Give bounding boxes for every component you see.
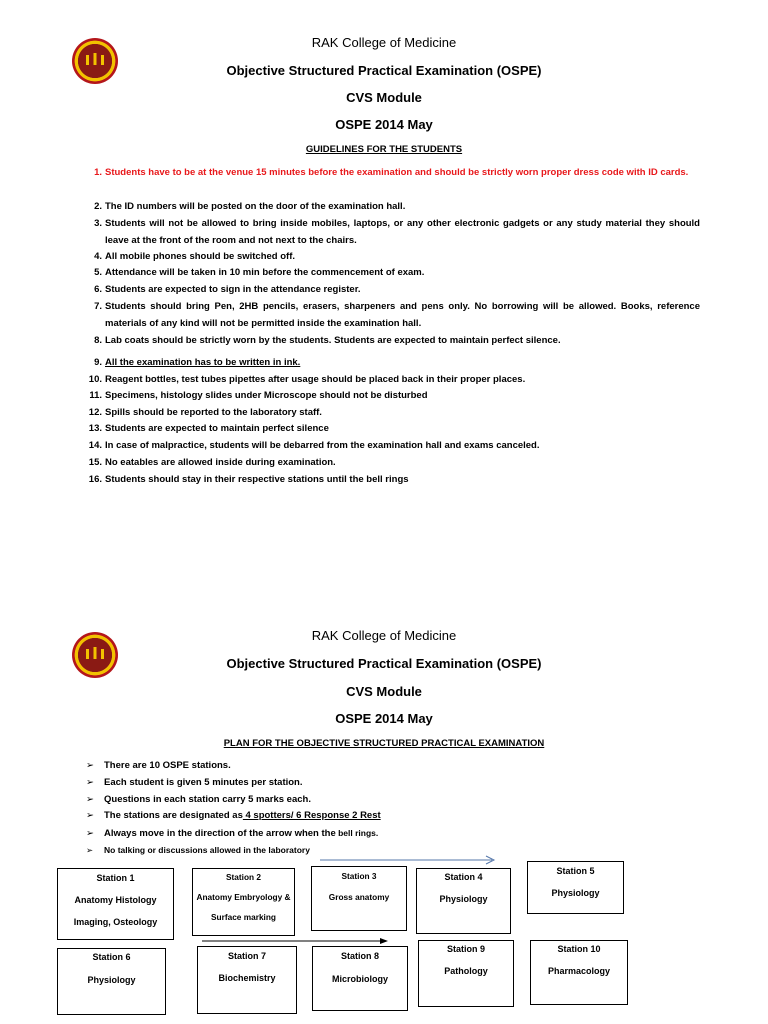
station-box-6: Station 6 Physiology [57,948,166,1015]
station-box-3: Station 3 Gross anatomy [311,866,407,931]
exam-title: Objective Structured Practical Examination (OSPE) [226,63,542,78]
college-name: RAK College of Medicine [311,35,457,50]
guidelines-heading: GUIDELINES FOR THE STUDENTS [305,144,463,155]
arrow-bullet-icon: ➢ [86,828,94,839]
plan-bullet: ➢ Questions in each station carry 5 marks each. [86,792,311,808]
arrow-bullet-icon: ➢ [86,810,94,821]
exam-title: Objective Structured Practical Examination (OSPE) [226,656,542,671]
exam-session: OSPE 2014 May [335,117,433,132]
direction-arrow-top [320,853,500,867]
station-box-8: Station 8 Microbiology [312,946,408,1011]
arrow-bullet-icon: ➢ [86,794,94,805]
module-name: CVS Module [346,684,422,699]
plan-bullet: ➢ There are 10 OSPE stations. [86,758,231,774]
arrow-bullet-icon: ➢ [86,777,94,788]
exam-session: OSPE 2014 May [335,711,433,726]
module-name: CVS Module [346,90,422,105]
station-box-5: Station 5 Physiology [527,861,624,914]
arrow-bullet-icon: ➢ [86,760,94,771]
college-name: RAK College of Medicine [311,628,457,643]
station-box-2: Station 2 Anatomy Embryology & Surface marking [192,868,295,936]
plan-bullet: ➢ Always move in the direction of the arrow when the bell rings. [86,825,378,842]
plan-heading: PLAN FOR THE OBJECTIVE STRUCTURED PRACTICAL EXAMINATION [223,738,545,749]
plan-bullet: ➢ Each student is given 5 minutes per station. [86,775,303,791]
station-box-1: Station 1 Anatomy Histology Imaging, Osteology [57,868,174,940]
arrow-bullet-icon: ➢ [86,845,94,855]
station-box-10: Station 10 Pharmacology [530,940,628,1005]
station-box-4: Station 4 Physiology [416,868,511,934]
station-box-9: Station 9 Pathology [418,940,514,1007]
plan-bullet: ➢ No talking or discussions allowed in the laboratory [86,842,310,858]
plan-bullet: ➢ The stations are designated as 4 spotters/ 6 Response 2 Rest [86,808,381,824]
station-box-7: Station 7 Biochemistry [197,946,297,1014]
